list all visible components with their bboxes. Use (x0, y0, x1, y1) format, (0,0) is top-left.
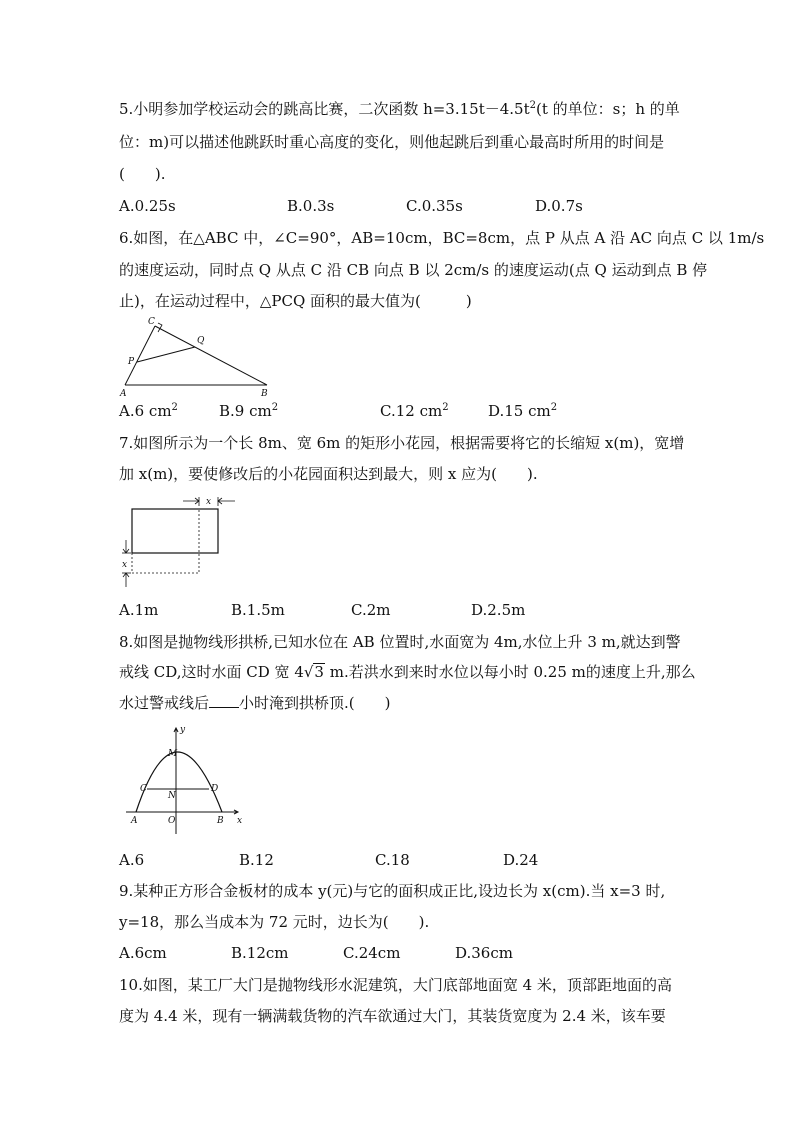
q10-line-1: 10.如图，某工厂大门是抛物线形水泥建筑，大门底部地面宽 4 米，顶部距地面的高 (119, 976, 672, 994)
q7-rectangle (132, 509, 218, 553)
q7-top-arrow-left (218, 498, 235, 504)
q6-label-q: Q (197, 336, 205, 346)
q9-line-1: 9.某种正方形合金板材的成本 y(元)与它的面积成正比,设边长为 x(cm).当 x=3 时, (119, 882, 666, 900)
q6-line-2: 的速度运动，同时点 Q 从点 C 沿 CB 向点 B 以 2cm/s 的速度运动(点 Q 运动到点 B 停 (119, 261, 708, 279)
q5-option-c: C.0.35s (406, 197, 463, 215)
q9-line-2: y=18，那么当成本为 72 元时，边长为( ). (119, 913, 430, 931)
q8-parabola (136, 752, 222, 812)
q8-line-3 (119, 693, 391, 713)
q7-label-x-top: x (206, 497, 212, 507)
q6-triangle-figure (115, 312, 275, 398)
q7-line-1: 7.如图所示为一个长 8m、宽 6m 的矩形小花园，根据需要将它的长缩短 x(m)，宽增 (119, 434, 685, 452)
q9-option-a: A.6cm (119, 944, 167, 962)
q6-option-c-sup: 2 (442, 402, 449, 413)
q8-label-y: y (180, 725, 186, 735)
q5-option-b: B.0.3s (287, 197, 335, 215)
q6-label-a: A (120, 389, 127, 398)
q9-option-b: B.12cm (231, 944, 289, 962)
q8-label-d: D (211, 784, 219, 794)
q8-label-n: N (168, 791, 176, 801)
q6-option-b (219, 401, 278, 421)
q8-sqrt-radicand: 3 (314, 663, 324, 681)
q5-option-a: A.0.25s (119, 197, 176, 215)
q8-label-o: O (168, 816, 176, 826)
q6-label-b: B (261, 389, 268, 398)
q8-answer-blank (209, 693, 239, 708)
q6-line-3: 止)，在运动过程中，△PCQ 面积的最大值为( ) (119, 292, 472, 310)
q8-line-2 (119, 662, 696, 682)
q8-text-2a: 戒线 CD,这时水面 CD 宽 4 (119, 663, 304, 681)
q7-top-arrow-right (183, 498, 199, 504)
q10-line-2: 度为 4.4 米，现有一辆满载货物的汽车欲通过大门，其装货宽度为 2.4 米，该车要 (119, 1007, 666, 1025)
q6-option-d (488, 401, 557, 421)
q8-label-x: x (237, 816, 243, 826)
q5-text-1b: (t 的单位：s；h 的单 (536, 100, 680, 118)
q8-text-2b: m.若洪水到来时水位以每小时 0.25 m的速度上升,那么 (324, 663, 696, 681)
q7-rectangle-figure (113, 492, 243, 590)
q7-option-c: C.2m (351, 601, 391, 619)
q5-text-1a: 5.小明参加学校运动会的跳高比赛，二次函数 h=3.15t－4.5t (119, 100, 530, 118)
q6-option-a-text: A.6 cm (119, 402, 172, 420)
q6-option-c (380, 401, 449, 421)
q7-label-x-left: x (122, 560, 128, 570)
q6-option-a-sup: 2 (171, 402, 178, 413)
q6-label-p: P (128, 357, 135, 367)
q6-segment-pq (137, 347, 195, 362)
q6-option-a (119, 401, 178, 421)
q6-option-b-text: B.9 cm (219, 402, 272, 420)
q7-option-d: D.2.5m (471, 601, 526, 619)
q7-left-arrow-up (123, 573, 129, 587)
q8-parabola-figure (118, 722, 248, 837)
q8-option-d: D.24 (503, 851, 539, 869)
q8-option-b: B.12 (239, 851, 274, 869)
q5-line-3: ( ). (119, 165, 166, 183)
q7-line-2: 加 x(m)，要使修改后的小花园面积达到最大，则 x 应为( ). (119, 465, 538, 483)
q8-label-m: M (168, 749, 178, 759)
q8-option-a: A.6 (119, 851, 145, 869)
q8-option-c: C.18 (375, 851, 410, 869)
q6-option-d-sup: 2 (550, 402, 558, 413)
q8-text-3a: 水过警戒线后 (119, 694, 210, 712)
q5-line-1 (119, 99, 680, 119)
q9-option-c: C.24cm (343, 944, 401, 962)
q9-option-d: D.36cm (455, 944, 513, 962)
q6-label-c: C (148, 317, 155, 327)
q5-exponent: 2 (529, 100, 536, 111)
q8-label-c: C (140, 784, 147, 794)
q7-option-a: A.1m (119, 601, 159, 619)
q7-dashed-extension (132, 509, 199, 573)
q8-line-1: 8.如图是抛物线形拱桥,已知水位在 AB 位置时,水面宽为 4m,水位上升 3 m,就达到警 (119, 633, 681, 651)
q6-line-1: 6.如图，在△ABC 中，∠C=90°，AB=10cm，BC=8cm，点 P 从点 A 沿 AC 向点 C 以 1m/s (119, 229, 765, 247)
q5-line-2: 位：m)可以描述他跳跃时重心高度的变化，则他起跳后到重心最高时所用的时间是 (119, 133, 665, 151)
q5-option-d: D.0.7s (535, 197, 583, 215)
q6-option-c-text: C.12 cm (380, 402, 443, 420)
q7-left-arrow-down (123, 540, 129, 553)
q7-option-b: B.1.5m (231, 601, 285, 619)
q6-option-b-sup: 2 (271, 402, 279, 413)
q6-side-cb (155, 326, 267, 385)
q8-label-b: B (217, 816, 224, 826)
q8-sqrt-symbol: √ (303, 663, 314, 681)
q8-text-3b: 小时淹到拱桥顶.( ) (239, 694, 391, 712)
q6-option-d-text: D.15 cm (488, 402, 551, 420)
q8-label-a: A (131, 816, 138, 826)
q6-side-ac (125, 326, 155, 385)
